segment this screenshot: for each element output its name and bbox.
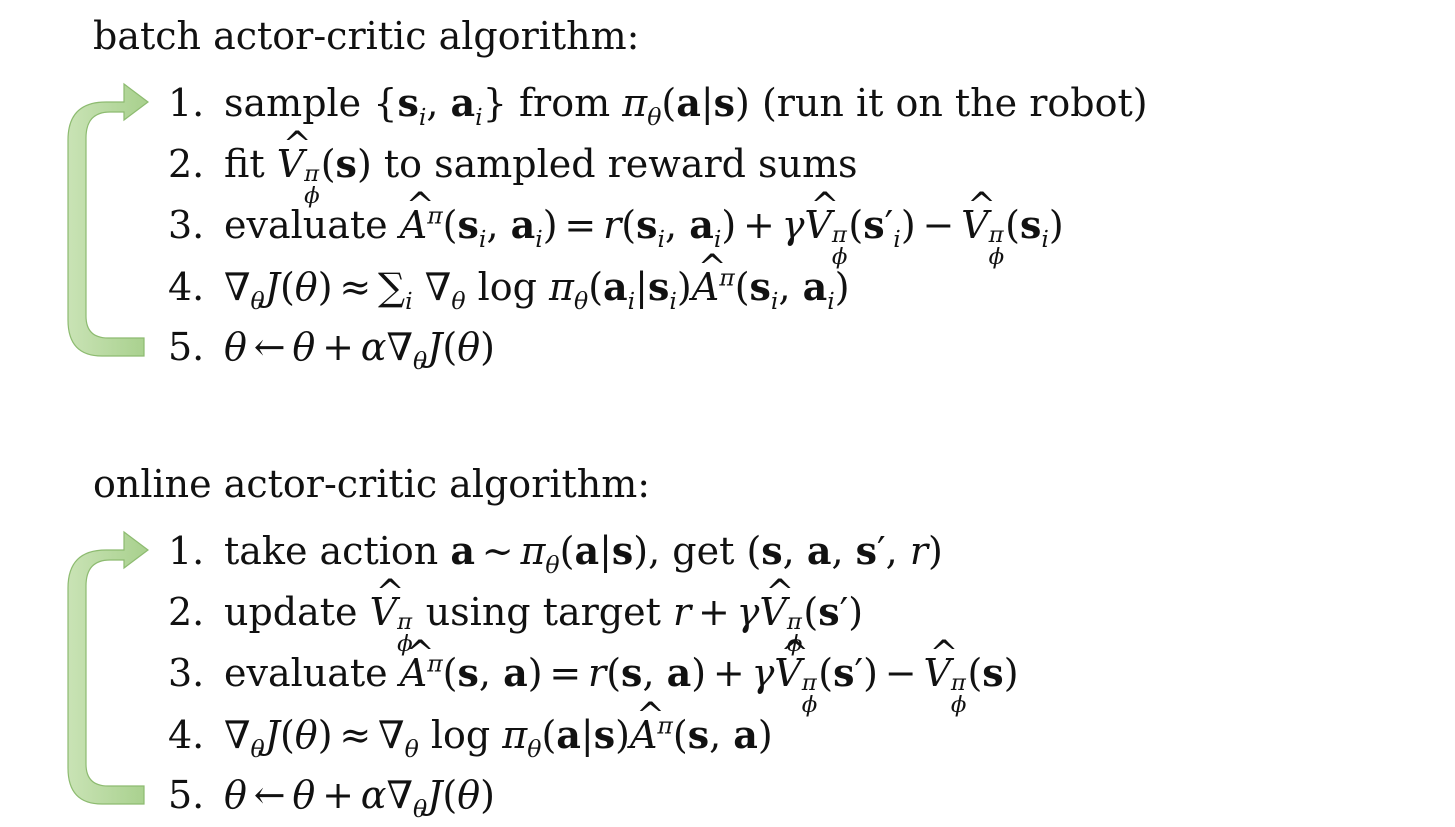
batch-step-2 [168,139,858,209]
batch-step-3 [168,200,1064,270]
loop-back-arrow-icon [62,528,154,810]
step-number: 5. [168,773,205,817]
step-number: 1. [168,529,205,573]
math-expression: {$s_i$, $a_i$} [373,80,507,131]
online-section [0,448,1455,827]
online-step-4 [168,710,773,763]
math-expression: θ ← $\theta + \alpha\nabla_\theta J(\theta)$ [224,773,495,823]
math-expression: ^ $A^\pi(s$, a) = r(s, a) + γ^ V π ϕ (s′) −^ V π ϕ (s) [400,648,1019,715]
step-number: 3. [168,651,205,695]
step-number: 2. [168,142,205,186]
math-expression: ^ V π ϕ [370,587,414,654]
online-step-2 [168,587,864,657]
online-heading: online actor-critic algorithm: [93,462,651,506]
batch-step-1 [168,78,1148,131]
batch-section [0,0,1455,400]
math-expression: ^ V π ϕ (s) [277,139,372,206]
step-text: (run it on the robot) [749,81,1148,125]
batch-step-4 [168,262,850,315]
step-number: 1. [168,81,205,125]
step-text: using target [413,590,673,634]
batch-step-5 [168,322,495,375]
math-expression: a ∼ $\pi_\theta(a|s)$ [450,528,649,579]
math-expression: $\pi_\theta(a|s)$ [622,80,750,131]
step-text: , get [648,529,747,573]
step-number: 2. [168,590,205,634]
step-number: 5. [168,325,205,369]
step-text: to sampled reward sums [371,142,858,186]
math-expression: θ ← $\theta + \alpha\nabla_\theta J(\theta)$ [224,325,495,375]
math-expression: $\nabla_\theta J(\theta) \approx \nabla_\theta$ $\log \pi_\theta(a|s)\^{}$ $A^\pi(s$, a) [224,710,773,760]
math-expression: r + γ^ V π ϕ (s′) [673,587,863,654]
step-text: update [224,590,370,634]
loop-back-arrow-icon [62,80,154,362]
math-expression: (s, a, s′, r) [746,528,943,573]
math-expression: ^ $A^\pi(s_i$, $a_i) = r(s_i$, $a_i$) + γ^ V π ϕ $(s'_i)$ −^ V π ϕ $(s_i)$ [400,200,1064,267]
step-number: 4. [168,265,205,309]
step-text: take action [224,529,451,573]
online-step-5 [168,770,495,823]
step-text: evaluate [224,651,400,695]
step-number: 4. [168,713,205,757]
step-text: from [506,81,623,125]
batch-heading: batch actor-critic algorithm: [93,14,640,58]
math-expression: $\nabla_\theta J(\theta) \approx \sum_i$ $\nabla_\theta$ $\log \pi_\theta(a_i|s_i)\^{}$ $A^\pi(s_i$, $a_i$) [224,262,850,312]
step-number: 3. [168,203,205,247]
online-step-1 [168,526,943,579]
online-step-3 [168,648,1019,718]
step-text: evaluate [224,203,400,247]
step-text: sample [224,81,374,125]
step-text: fit [224,142,277,186]
